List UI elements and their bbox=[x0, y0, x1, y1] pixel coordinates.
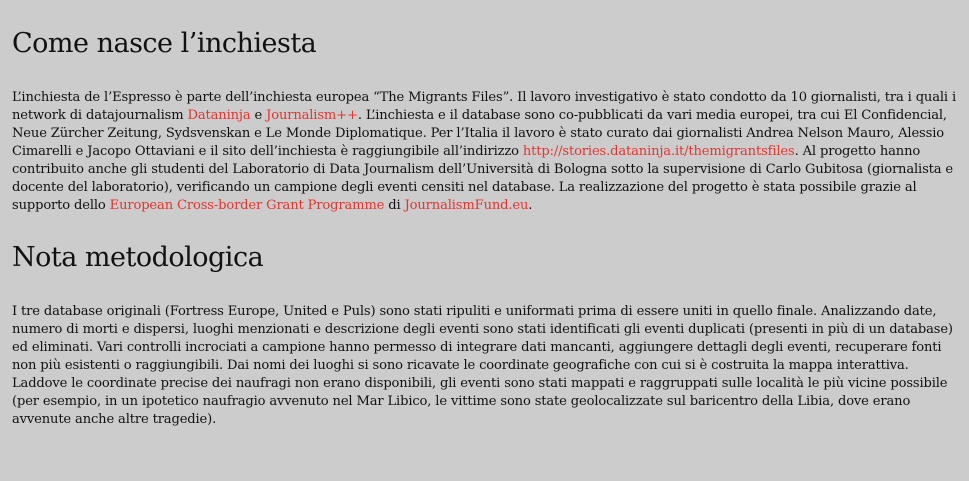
link-journalismpp[interactable]: Journalism++ bbox=[266, 108, 358, 123]
paragraph-text: . L’inchiesta e il database sono co-pubblicati da vari media europei, tra cui El Confidencial, Neue Zürcher Zeitung, Sydsvenskan e Le Monde Diplomatique. Per l’Italia il lavoro è stato curato dai giornalisti Andrea Nelson Mauro, Alessio Cimarelli e Jacopo Ottaviani e il sito dell’inchiesta è raggiungibile all’indirizzo bbox=[12, 108, 947, 159]
link-european-grant-programme[interactable]: European Cross-border Grant Programme bbox=[109, 198, 385, 213]
section-title-come-nasce: Come nasce l’inchiesta bbox=[12, 28, 317, 59]
paragraph-text: di bbox=[384, 198, 405, 213]
paragraph-text: . bbox=[528, 198, 533, 213]
methodology-paragraph: I tre database originali (Fortress Europe, United e Puls) sono stati ripuliti e uniformati prima di essere uniti in quello finale. Analizzando date, numero di morti e dispersi, luoghi menzionati e descrizione degli eventi sono stati identificati gli eventi duplicati (presenti in più di un database) ed eliminati. Vari controlli incrociati a campione hanno permesso di integrare dati mancanti, aggiungere dettagli degli eventi, recuperare fonti non più esistenti o raggiungibili. Dai nomi dei luoghi si sono ricavate le coordinate geografiche con cui si è costruita la mappa interattiva. Laddove le coordinate precise dei naufragi non erano disponibili, gli eventi sono stati mappati e raggruppati sulle località le più vicine possibile (per esempio, in un ipotetico naufragio avvenuto nel Mar Libico, le vittime sono state geolocalizzate sul baricentro della Libia, dove erano avvenute anche altre tragedie). bbox=[12, 304, 953, 427]
link-journalismfund[interactable]: JournalismFund.eu bbox=[404, 198, 529, 213]
paragraph-text: . Al progetto hanno contribuito anche gli studenti del Laboratorio di Data Journalism dell’Università di Bologna sotto la supervisione di Carlo Gubitosa (giornalista e docente del laboratorio), verificando un campione degli eventi censiti nel database. La realizzazione del progetto è stata possibile grazie al supporto dello bbox=[12, 144, 954, 213]
link-themigrantsfiles[interactable]: http://stories.dataninja.it/themigrantsfiles bbox=[522, 144, 795, 159]
paragraph-text: L’inchiesta de l’Espresso è parte dell’inchiesta europea “The Migrants Files”. Il lavoro investigativo è stato condotto da 10 giornalisti, tra i quali i network di datajournalism bbox=[12, 90, 957, 123]
paragraph-text: e bbox=[250, 108, 267, 123]
section-title-nota-metodologica: Nota metodologica bbox=[12, 242, 264, 273]
intro-paragraph bbox=[12, 89, 959, 215]
link-dataninja[interactable]: Dataninja bbox=[187, 108, 251, 123]
